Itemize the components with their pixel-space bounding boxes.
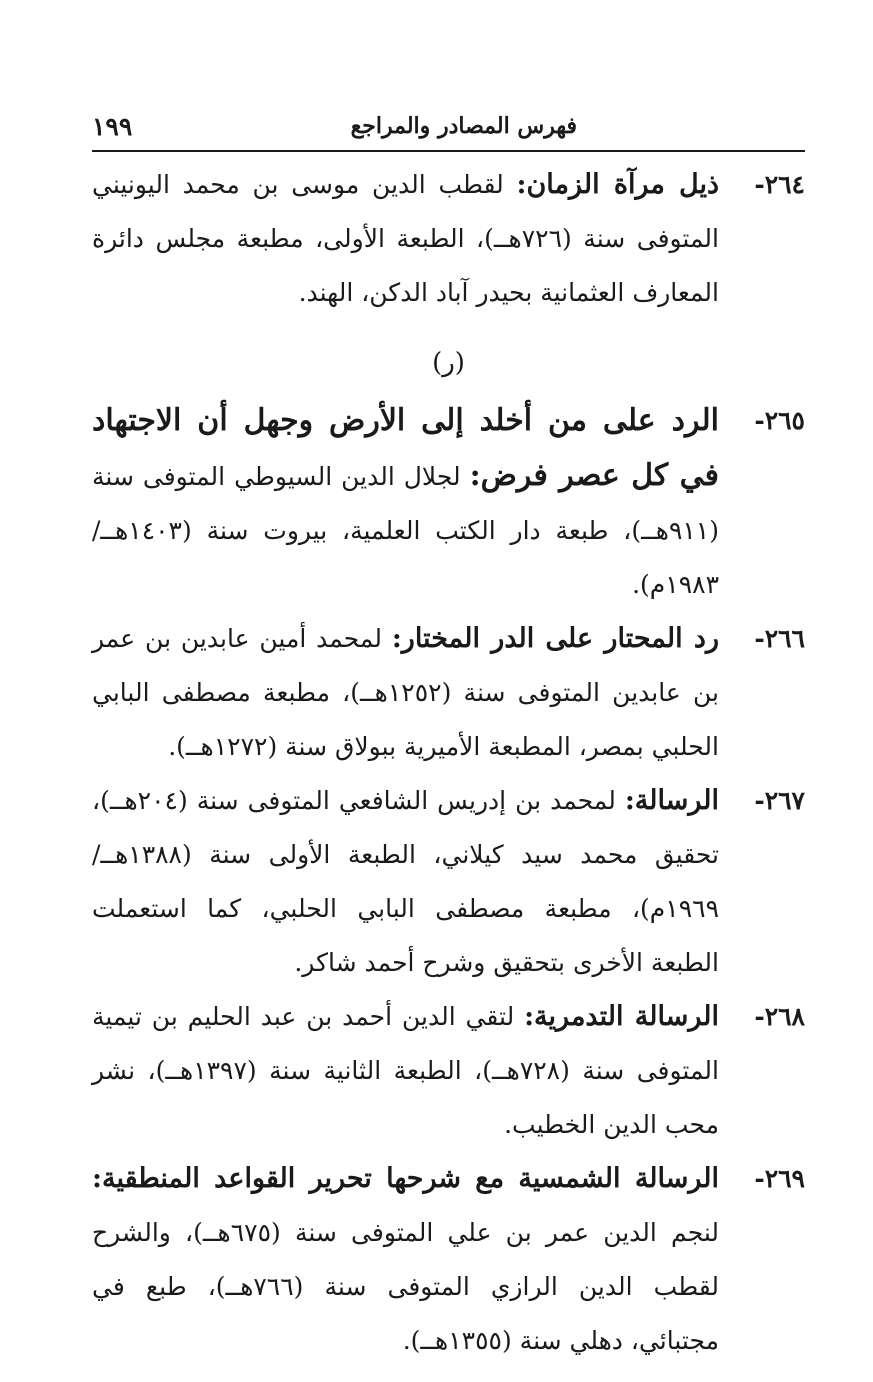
entry-number: ٢٦٩- (754, 1164, 805, 1193)
bibliography-entry (92, 158, 805, 320)
page-number: ١٩٩ (92, 111, 133, 141)
entry-title: ذيل مرآة الزمان: (516, 169, 719, 200)
entry-details: لجلال الدين السيوطي المتوفى سنة (٩١١هــ)، طبعة دار الكتب العلمية، بيروت سنة (١٤٠٣هــ/١٩٨٣م). (92, 462, 719, 599)
entry-title: الرسالة الشمسية مع شرحها تحرير القواعد المنطقية: (92, 1163, 719, 1194)
entry-number: ٢٦٤- (754, 170, 805, 199)
entry-number: ٢٦٨- (754, 1002, 805, 1031)
entry-details: لمحمد بن إدريس الشافعي المتوفى سنة (٢٠٤هــ)، تحقيق محمد سيد كيلاني، الطبعة الأولى سنة (١٣٨٨هــ/١٩٦٩م)، مطبعة مصطفى البابي الحلبي، كما استعملت الطبعة الأخرى بتحقيق وشرح أحمد شاكر. (92, 786, 719, 977)
entry-body (92, 1152, 719, 1368)
bibliography-entry (92, 394, 805, 612)
entry-details: لنجم الدين عمر بن علي المتوفى سنة (٦٧٥هــ)، والشرح لقطب الدين الرازي المتوفى سنة (٧٦٦هــ)، طبع في مجتبائي، دهلي سنة (١٣٥٥هــ). (92, 1218, 719, 1355)
entry-details: لمحمد أمين عابدين بن عمر بن عابدين المتوفى سنة (١٢٥٢هــ)، مطبعة مصطفى البابي الحلبي بمصر، المطبعة الأميرية ببولاق سنة (١٢٧٢هــ). (92, 624, 719, 761)
section-heading: (ر) (432, 348, 465, 378)
bibliography-entry (92, 990, 805, 1152)
entry-title: الرسالة التدمرية: (524, 1001, 719, 1032)
entry-body (92, 158, 719, 320)
entry-title: رد المحتار على الدر المختار: (391, 623, 719, 654)
entry-number: ٢٦٥- (754, 406, 805, 435)
entry-title: الرسالة: (624, 785, 719, 816)
entry-body (92, 394, 719, 612)
entry-body (92, 990, 719, 1152)
entry-body (92, 774, 719, 990)
entry-number: ٢٦٦- (754, 624, 805, 653)
bibliography-entry (92, 612, 805, 774)
entry-details: لتقي الدين أحمد بن عبد الحليم بن تيمية المتوفى سنة (٧٢٨هــ)، الطبعة الثانية سنة (١٣٩٧هــ)، نشر محب الدين الخطيب. (92, 1002, 719, 1139)
header-divider (92, 150, 805, 152)
entry-details: لقطب الدين موسى بن محمد اليونيني المتوفى سنة (٧٢٦هــ)، الطبعة الأولى، مطبعة مجلس دائرة المعارف العثمانية بحيدر آباد الدكن، الهند. (92, 170, 719, 307)
running-title: فهرس المصادر والمراجع (350, 113, 577, 139)
bibliography-entry (92, 774, 805, 990)
entry-number: ٢٦٧- (754, 786, 805, 815)
page-header (92, 104, 805, 148)
entry-title: الرد على من أخلد إلى الأرض وجهل أن الاجتهاد في كل عصر فرض: (92, 403, 720, 493)
bibliography-entry (92, 1152, 805, 1368)
bibliography-list (92, 158, 805, 1368)
entry-body (92, 612, 719, 774)
